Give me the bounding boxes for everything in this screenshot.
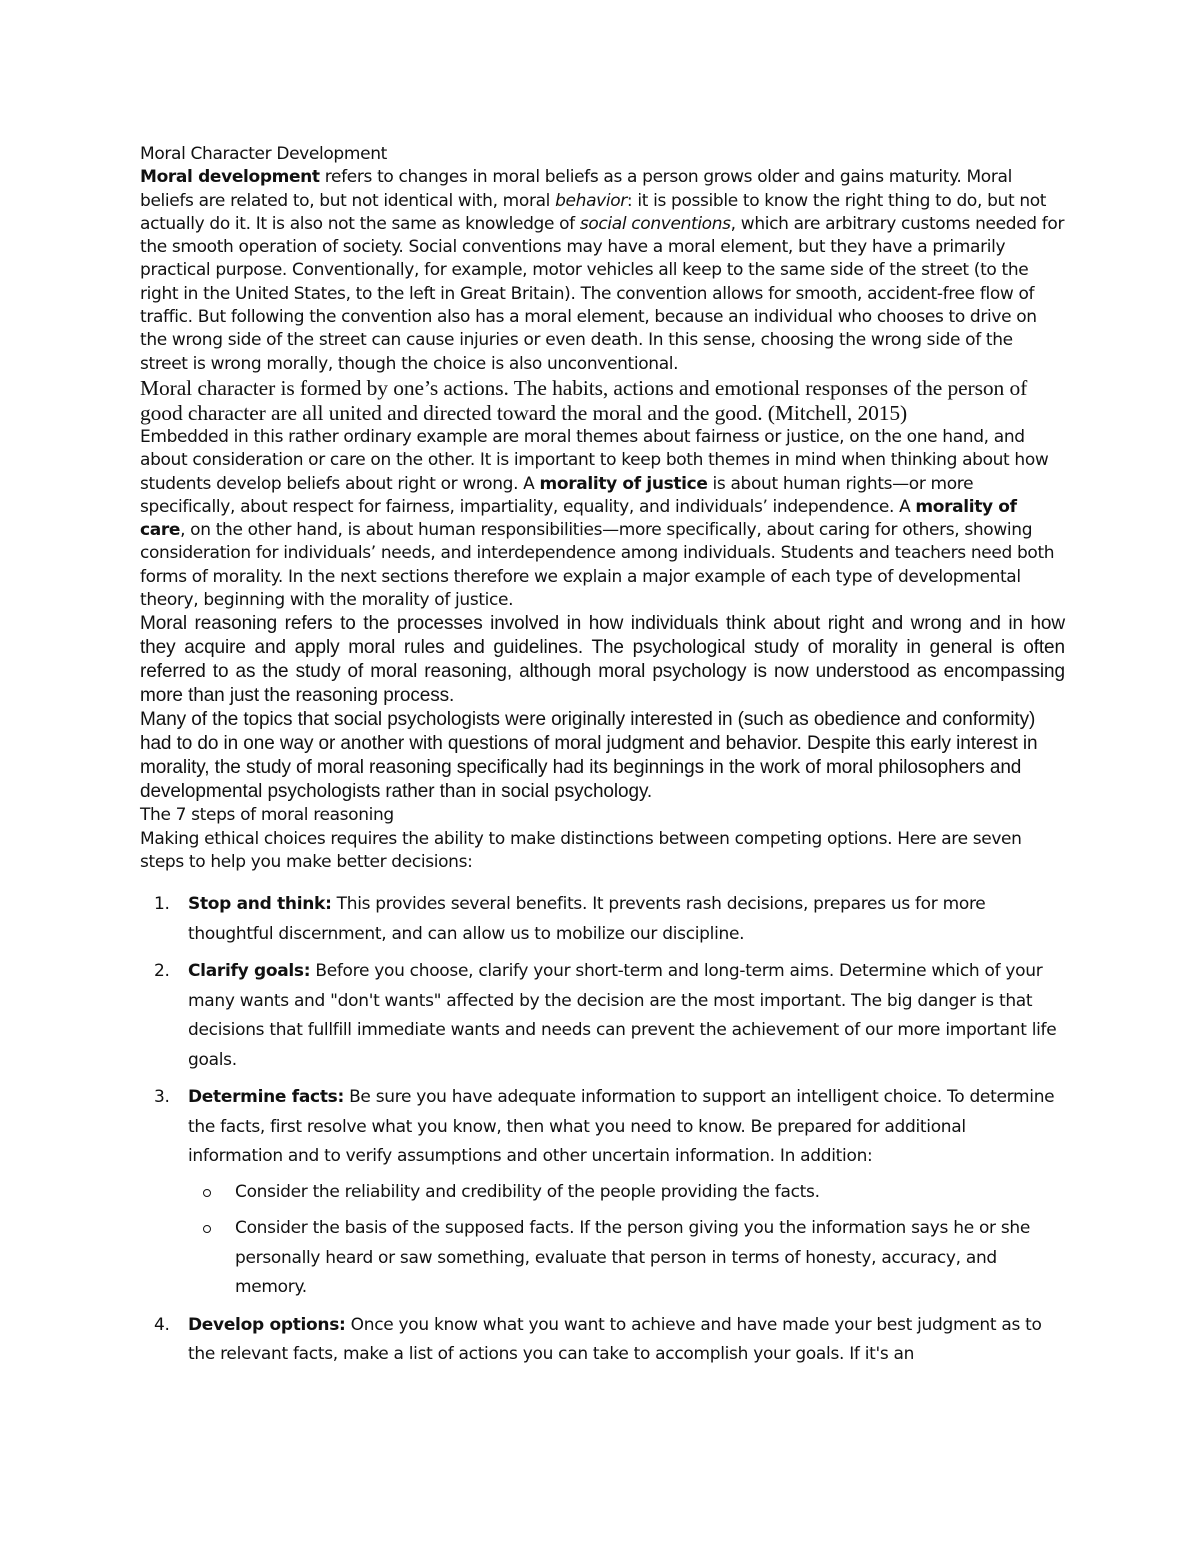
text: , which are arbitrary customs needed for the smooth operation of society. Social conventions may have a moral element, but they have a primarily practical purpose. Conventionally, for example, motor vehicles all keep to the same side of the street (to the right in the United States, to the left in Great Britain). The convention allows for smooth, accident-free flow of traffic. But following the convention also has a moral element, because an individual who chooses to drive on the wrong side of the street can cause injuries or even death. In this sense, choosing the wrong side of the street is wrong morally, though the choice is also unconventional. — [140, 213, 1065, 374]
sub-item-text: Consider the basis of the supposed facts. If the person giving you the information says he or she personally heard or saw something, evaluate that person in terms of honesty, accuracy, and memory. — [235, 1218, 1031, 1298]
step-text: Once you know what you want to achieve and have made your best judgment as to the relevant facts, make a list of actions you can take to accomplish your goals. If it's an — [188, 1314, 1042, 1365]
emphasis-behavior: behavior — [555, 190, 627, 211]
paragraph-ethical-choices: Making ethical choices requires the ability to make distinctions between competing options. Here are seven steps to help you make better decisions: — [140, 828, 1022, 872]
term-morality-of-care: morality of care — [140, 496, 1017, 541]
list-number: 4. — [154, 1314, 170, 1335]
list-number: 1. — [154, 894, 170, 915]
list-number: 2. — [154, 961, 170, 982]
emphasis-social-conventions: social conventions — [579, 213, 731, 234]
text: is about human rights—or more specifically, about respect for fairness, impartiality, equality, and individuals’ independence. A — [140, 473, 974, 517]
step-label: Develop options: — [188, 1314, 346, 1335]
document-title: Moral Character Development — [140, 144, 387, 164]
sub-list-item — [188, 1214, 1065, 1303]
list-number: 3. — [154, 1087, 170, 1108]
section-heading-seven-steps: The 7 steps of moral reasoning — [140, 805, 394, 826]
sub-item-text: Consider the reliability and credibility of the people providing the facts. — [235, 1181, 820, 1202]
circle-bullet-icon — [203, 1189, 211, 1197]
list-item-step-2 — [140, 957, 1065, 1075]
document-page — [140, 143, 1065, 1378]
list-item-step-3 — [140, 1083, 1065, 1303]
list-item-step-4 — [140, 1311, 1065, 1370]
paragraph-morality-themes — [140, 426, 1065, 612]
circle-bullet-icon — [203, 1225, 211, 1233]
paragraph-social-psychologists: Many of the topics that social psychologists were originally interested in (such as obedience and conformity) had to do in one way or another with questions of moral judgment and behavior. Despite this early interest in morality, the study of moral reasoning specifically had its beginnings in the work of moral philosophers and developmental psychologists rather than in social psychology. — [140, 709, 1038, 803]
text: , on the other hand, is about human responsibilities—more specifically, about caring for others, showing consideration for individuals’ needs, and interdependence among individuals. Students and teachers need both forms of morality. In the next sections therefore we explain a major example of each type of developmental theory, beginning with the morality of justice. — [140, 520, 1055, 611]
step-text: Be sure you have adequate information to support an intelligent choice. To determine the facts, first resolve what you know, then what you need to know. Be prepared for additional information and to verify assumptions and other uncertain information. In addition: — [188, 1087, 1055, 1167]
list-item-step-1 — [140, 890, 1065, 949]
step-label: Stop and think: — [188, 894, 332, 915]
term-moral-development: Moral development — [140, 167, 320, 188]
sub-list — [188, 1178, 1065, 1303]
paragraph-moral-reasoning: Moral reasoning refers to the processes involved in how individuals think about right and wrong and in how they acquire and apply moral rules and guidelines. The psychological study of morality in general is often referred to as the study of moral reasoning, although moral psychology is now understood as encompassing more than just the reasoning process. — [140, 613, 1065, 707]
step-text: This provides several benefits. It prevents rash decisions, prepares us for more thoughtful discernment, and can allow us to mobilize our discipline. — [188, 894, 986, 944]
text: Embedded in this rather ordinary example are moral themes about fairness or justice, on the one hand, and about consideration or care on the other. It is important to keep both themes in mind when thinking about how students develop beliefs about right or wrong. A — [140, 426, 1049, 494]
quote-moral-character: Moral character is formed by one’s actions. The habits, actions and emotional responses of the person of good character are all united and directed toward the moral and the good. (Mitchell, 2015) — [140, 375, 1028, 425]
text: refers to changes in moral beliefs as a person grows older and gains maturity. Moral beliefs are related to, but not identical with, moral — [140, 167, 1012, 211]
step-text: Before you choose, clarify your short-term and long-term aims. Determine which of your many wants and "don't wants" affected by the decision are the most important. The big danger is that decisions that fullfill immediate wants and needs can prevent the achievement of our more important life goals. — [188, 961, 1057, 1070]
step-label: Determine facts: — [188, 1087, 344, 1108]
paragraph-moral-development — [140, 166, 1065, 376]
text: : it is possible to know the right thing to do, but not actually do it. It is also not the same as knowledge of — [140, 190, 1047, 234]
steps-list — [140, 890, 1065, 1370]
term-morality-of-justice: morality of justice — [539, 473, 708, 494]
step-label: Clarify goals: — [188, 961, 311, 982]
sub-list-item — [188, 1178, 1065, 1208]
